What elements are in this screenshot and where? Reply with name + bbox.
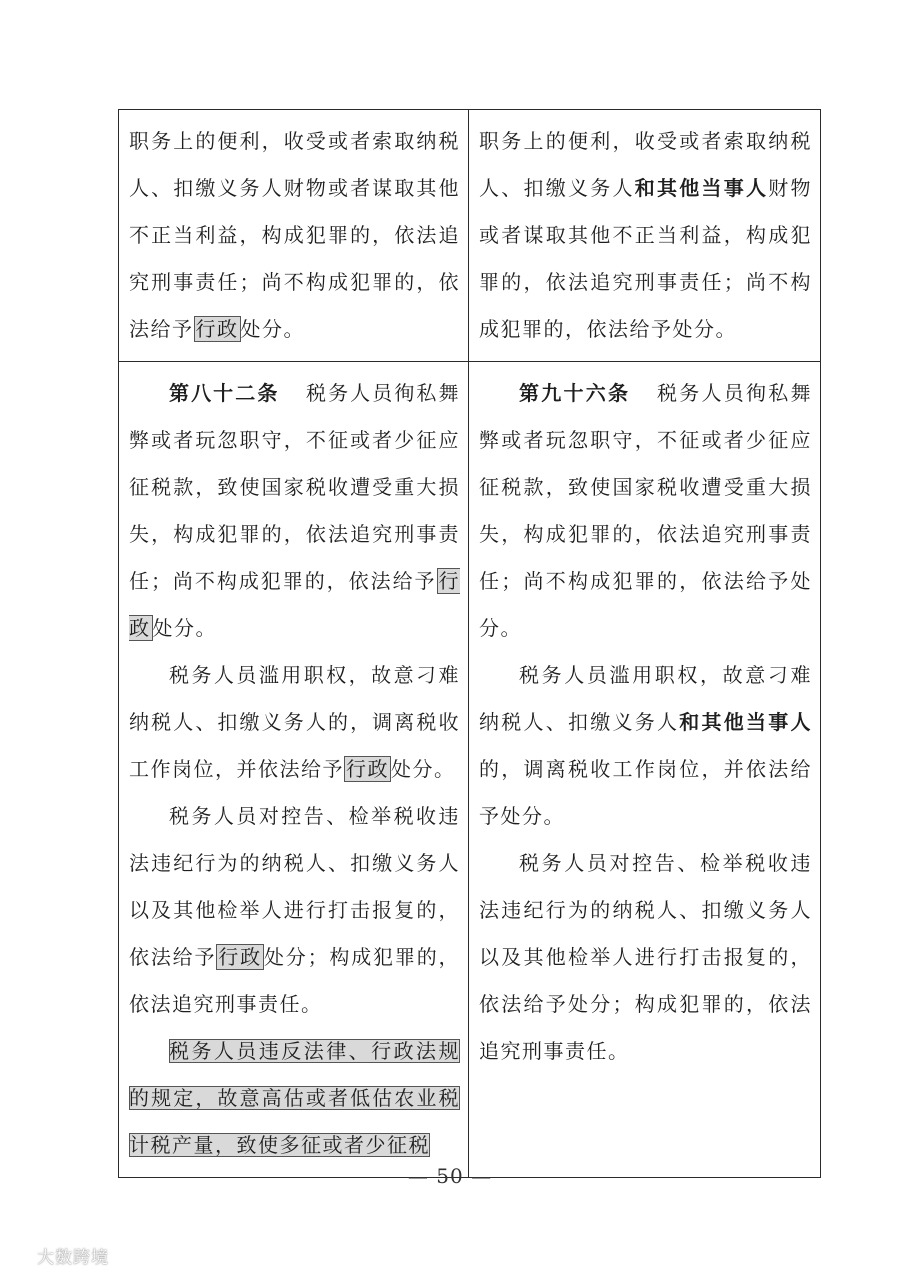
old-law-cell [119,362,469,1178]
text-run: 税务人员对控告、检举税收违法违纪行为的纳税人、扣缴义务人以及其他检举人进行打击报复的，依法给予处分；构成犯罪的，依法追究刑事责任。 [479,851,812,1063]
paragraph [479,840,812,1075]
new-law-cell [469,362,821,1178]
deleted-word-highlight: 行政 [218,945,262,969]
old-law-cell [119,110,469,362]
paragraph [479,652,812,840]
watermark [10,1243,109,1268]
text-run: 税务人员滥用职权，故意刁难纳税人、扣缴义务人 [479,663,812,734]
paragraph [479,370,812,652]
paragraph [479,118,812,353]
text-run: 财物或者谋取其他不正当利益，构成犯罪的，依法追究刑事责任；尚不构成犯罪的，依法给予处分。 [479,176,812,341]
text-run: 职务上的便利，收受或者索取纳税人、扣缴义务人财物或者谋取其他不正当利益，构成犯罪的，依法追究刑事责任；尚不构成犯罪的，依法给予 [129,129,460,341]
article-number: 第八十二条 [169,381,280,405]
article-number: 第九十六条 [519,381,631,405]
paragraph [129,118,460,353]
text-run: 处分。 [391,757,456,781]
text-run: 税务人员徇私舞弊或者玩忽职守，不征或者少征应征税款，致使国家税收遭受重大损失，构成犯罪的，依法追究刑事责任；尚不构成犯罪的，依法给予处分。 [479,381,812,640]
deleted-word-highlight: 行政 [346,757,389,781]
new-law-cell [469,110,821,362]
added-text-bold: 和其他当事人 [679,710,812,734]
text-run: 税务人员徇私舞弊或者玩忽职守，不征或者少征应征税款，致使国家税收遭受重大损失，构成犯罪的，依法追究刑事责任；尚不构成犯罪的，依法给予 [129,381,461,593]
paragraph [129,793,460,1028]
text-run: 税务人员对控告、检举税收违法违纪行为的纳税人、扣缴义务人以及其他检举人进行打击报复的，依法给予 [129,804,460,969]
deleted-word-highlight: 行政 [195,317,239,341]
text-run: 职务上的便利，收受或者索取纳税人、扣缴义务人 [479,129,812,200]
text-run: 的，调离税收工作岗位，并依法给予处分。 [479,757,812,828]
paragraph [129,652,460,793]
law-comparison-table [118,109,821,1178]
paragraph [129,1028,460,1169]
deleted-paragraph-highlight: 税务人员违反法律、行政法规的规定，故意高估或者低估农业税计税产量，致使多征或者少征税 [129,1039,460,1157]
table-row [119,362,821,1178]
brand-logo-icon [10,1248,34,1266]
paragraph [129,370,460,652]
deleted-word-highlight: 行政 [129,569,460,640]
added-text-bold: 和其他当事人 [634,176,769,200]
watermark-text: 大数跨境 [37,1248,109,1268]
text-run: 税务人员滥用职权，故意刁难纳税人、扣缴义务人的，调离税收工作岗位，并依法给予 [129,663,460,781]
text-run: 处分。 [240,317,305,341]
text-run: 处分。 [152,616,217,640]
text-run: 处分；构成犯罪的，依法追究刑事责任。 [129,945,461,1016]
table-row [119,110,821,362]
page-number: — 50 — [407,1164,493,1188]
